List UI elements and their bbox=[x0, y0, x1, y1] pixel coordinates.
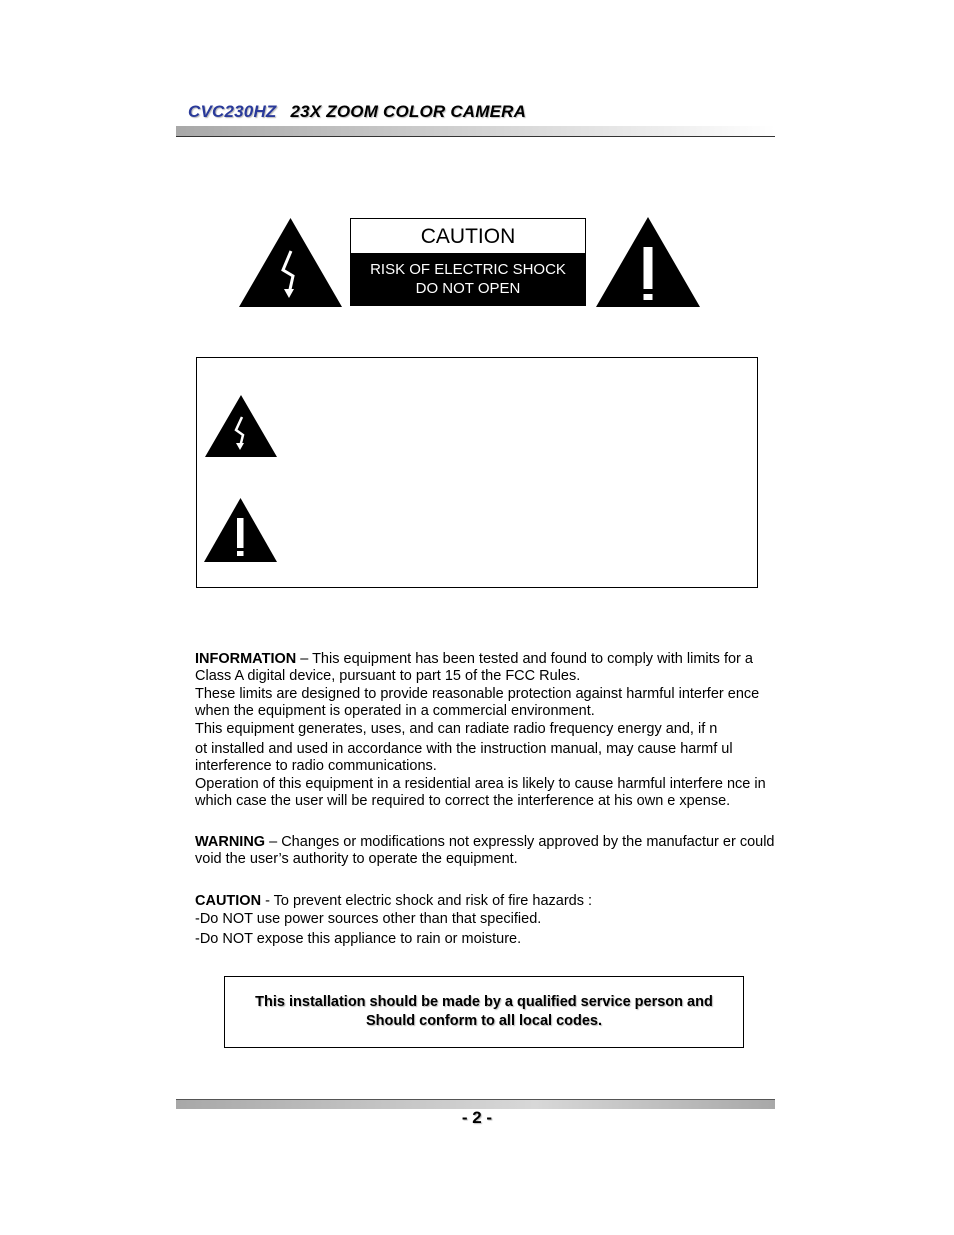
installation-notice bbox=[224, 976, 744, 1048]
caution-item: -Do NOT use power sources other than that specified. bbox=[195, 911, 542, 927]
warning-label: WARNING bbox=[195, 834, 266, 850]
caution-label-text: CAUTION bbox=[195, 893, 262, 909]
exclamation-triangle-icon bbox=[204, 498, 277, 563]
radio-energy-paragraph: ot installed and used in accordance with the instruction manual, may cause harmf ul interference to radio communications. bbox=[195, 741, 733, 774]
caution-text: - To prevent electric shock and risk of fire hazards : bbox=[261, 893, 593, 909]
caution-item: -Do NOT expose this appliance to rain or moisture. bbox=[195, 931, 522, 947]
residential-paragraph: Operation of this equipment in a residential area is likely to cause harmful interfere nce in which case the user will be required to correct the interference at his own e xpense. bbox=[195, 776, 766, 809]
information-paragraph bbox=[195, 651, 775, 685]
warning-text: – Changes or modifications not expressly approved by the manufactur er could void the user’s authority to operate the equipment. bbox=[195, 834, 775, 867]
information-text: – This equipment has been tested and found to comply with limits for a Class A digital device, pursuant to part 15 of the FCC Rules. bbox=[195, 651, 753, 684]
regulatory-text bbox=[195, 651, 775, 948]
exclamation-triangle-icon bbox=[596, 217, 700, 308]
limits-paragraph: These limits are designed to provide reasonable protection against harmful interfer ence when the equipment is operated in a commercial environment. bbox=[195, 686, 760, 719]
radio-energy-line: This equipment generates, uses, and can radiate radio frequency energy and, if n bbox=[195, 721, 718, 737]
lightning-triangle-icon bbox=[239, 218, 342, 308]
caution-paragraph bbox=[195, 893, 775, 910]
caution-line-2: DO NOT OPEN bbox=[415, 280, 521, 297]
page-number: - 2 - bbox=[461, 1108, 493, 1127]
lightning-triangle-icon bbox=[205, 395, 277, 458]
installation-notice-line-1: This installation should be made by a qualified service person and bbox=[255, 994, 713, 1010]
caution-line-1: RISK OF ELECTRIC SHOCK bbox=[370, 261, 566, 278]
model-name: CVC230HZ bbox=[188, 102, 277, 121]
information-label: INFORMATION bbox=[195, 651, 297, 667]
symbol-explanation-box bbox=[196, 357, 758, 588]
header-rule bbox=[176, 126, 775, 137]
caution-warning-text bbox=[351, 253, 585, 305]
warning-paragraph bbox=[195, 834, 775, 868]
installation-notice-line-2: Should conform to all local codes. bbox=[365, 1013, 603, 1029]
product-title: 23X ZOOM COLOR CAMERA bbox=[290, 102, 527, 121]
caution-heading: CAUTION bbox=[420, 225, 516, 248]
header-title bbox=[188, 102, 526, 122]
caution-label bbox=[350, 218, 586, 306]
